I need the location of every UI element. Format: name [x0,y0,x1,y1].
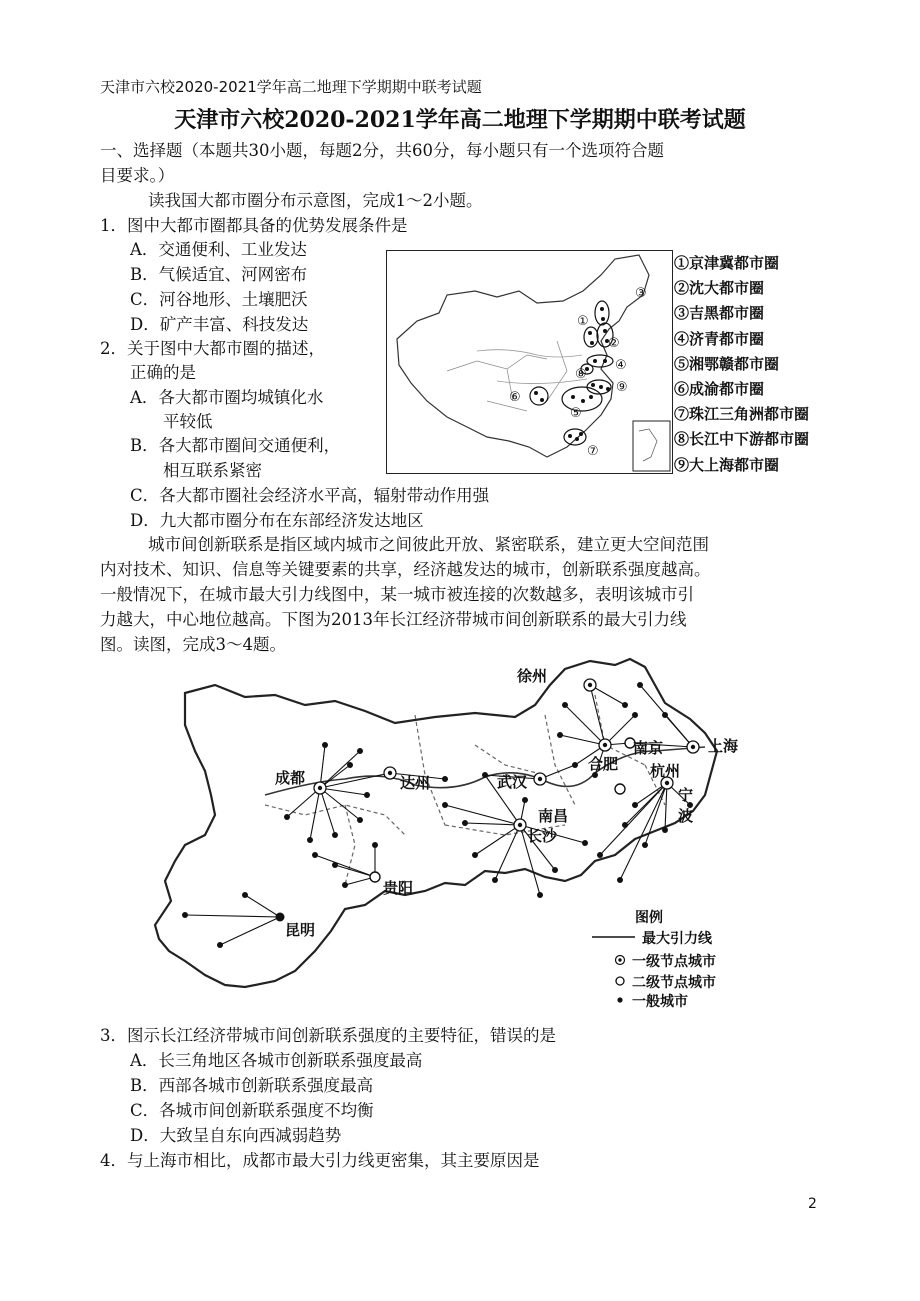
q3-stem: 3．图示长江经济带城市间创新联系强度的主要特征，错误的是 [100,1026,556,1045]
river-line [497,379,587,384]
q2-stem-cont: 正确的是 [130,363,196,382]
q3-option-b: B．西部各城市创新联系强度最高 [130,1076,374,1095]
legend-item-8: ⑧长江中下游都市圈 [674,430,810,449]
label-shanghai: 上海 [708,737,739,755]
q2-stem: 2．关于图中大都市圈的描述， [100,339,325,358]
marker-8: ⑧ [575,367,587,382]
legend-item-3: ③吉黑都市圈 [674,304,765,323]
label-chengdu: 成都 [275,769,306,787]
passage-line-3: 一般情况下，在城市最大引力线图中，某一城市被连接的次数越多，表明该城市引 [100,585,694,604]
label-hefei: 合肥 [588,755,619,773]
legend-level2-label: 二级节点城市 [632,975,716,991]
page-title: 天津市六校2020-2021学年高二地理下学期期中联考试题 [174,107,746,133]
legend-item-1: ①京津冀都市圈 [674,254,780,272]
label-kunming: 昆明 [285,921,316,939]
label-wuhan: 武汉 [497,773,528,791]
marker-6: ⑥ [509,390,521,405]
label-dazhou: 达州 [400,774,431,792]
q2-option-b: B．各大都市圈间交通便利， [130,436,341,455]
passage-line-5: 图。读图，完成3～4题。 [100,635,286,654]
q3-option-c: C．各城市间创新联系强度不均衡 [130,1101,374,1120]
marker-9: ⑨ [616,380,628,395]
q3-option-d: D．大致呈自东向西减弱趋势 [130,1126,342,1145]
metro-region-5 [562,387,602,411]
q1-option-b: B．气候适宜、河网密布 [130,265,308,284]
legend-level2-symbol [616,977,624,985]
passage-line-4: 力越大，中心地位越高。下图为2013年长江经济带城市间创新联系的最大引力线 [100,610,687,629]
legend-item-4: ④济青都市圈 [674,329,765,348]
china-metro-map [386,250,673,474]
legend-line-label: 最大引力线 [642,931,712,947]
label-ningbo-1: 宁 [678,786,694,804]
q2-option-a: A．各大都市圈均城镇化水 [130,388,324,407]
q1-option-d: D．矿产丰富、科技发达 [130,315,309,334]
label-hangzhou: 杭州 [650,762,681,780]
legend-general-symbol [617,997,622,1002]
legend-item-7: ⑦珠江三角洲都市圈 [674,405,810,424]
q1-option-c: C．河谷地形、土壤肥沃 [130,290,308,309]
q2-option-c: C．各大都市圈社会经济水平高，辐射带动作用强 [130,486,490,505]
metro-region-3 [595,301,609,325]
label-changsha: 长沙 [527,827,558,845]
q2-option-a-cont: 平较低 [163,412,213,431]
passage-line-1: 城市间创新联系是指区域内城市之间彼此开放、紧密联系，建立更大空间范围 [148,535,709,554]
legend-level1-label: 一级节点城市 [632,954,716,970]
general-city-dots [182,682,693,948]
q1-stem: 1．图中大都市圈都具备的优势发展条件是 [100,216,408,235]
south-sea-inset [633,421,670,471]
marker-2: ② [608,336,620,351]
metro-legend [674,251,809,478]
gravity-lines [185,685,693,945]
belt-outline [155,659,717,987]
q1-option-a: A．交通便利、工业发达 [130,240,307,259]
china-outline-svg [387,251,672,473]
legend-item-5: ⑤湘鄂赣都市圈 [674,354,780,373]
legend-level1-dot [618,958,621,961]
marker-1: ① [577,314,589,329]
q2-option-d: D．九大都市圈分布在东部经济发达地区 [130,511,424,530]
legend-item-2: ②沈大都市圈 [674,279,765,298]
section-heading: 一、选择题（本题共30小题，每题2分，共60分，每小题只有一个选项符合题 [100,141,664,160]
label-ningbo-2: 波 [678,807,694,825]
q3-option-a: A．长三角地区各城市创新联系强度最高 [130,1051,423,1070]
section-intro: 读我国大都市圈分布示意图，完成1～2小题。 [148,191,483,210]
metro-region-7 [564,429,586,445]
legend-item-6: ⑥成渝都市圈 [674,380,765,399]
marker-5: ⑤ [570,406,582,421]
q4-stem: 4．与上海市相比，成都市最大引力线更密集，其主要原因是 [100,1151,540,1170]
legend-general-label: 一般城市 [632,994,688,1010]
label-nanchang: 南昌 [538,807,569,825]
legend-item-9: ⑨大上海都市圈 [674,455,780,474]
legend-title: 图例 [635,910,663,926]
page-header: 天津市六校2020-2021学年高二地理下学期期中联考试题 [100,78,482,96]
passage-line-2: 内对技术、知识、信息等关键要素的共享，经济越发达的城市，创新联系强度越高。 [100,560,711,579]
section-heading-cont: 目要求。） [100,166,175,185]
label-nanjing: 南京 [633,739,664,757]
q2-option-b-cont: 相互联系紧密 [163,461,262,480]
label-xuzhou: 徐州 [517,667,548,685]
river-line [477,350,582,357]
marker-4: ④ [615,358,627,373]
yangtze-belt-map [145,655,785,1015]
metro-region-6 [530,387,548,405]
marker-7: ⑦ [587,444,599,459]
china-outline [397,255,649,457]
label-guiyang: 贵阳 [383,879,414,897]
china-province-line [447,341,567,411]
page-number: 2 [808,1196,817,1212]
marker-3: ③ [635,286,647,301]
